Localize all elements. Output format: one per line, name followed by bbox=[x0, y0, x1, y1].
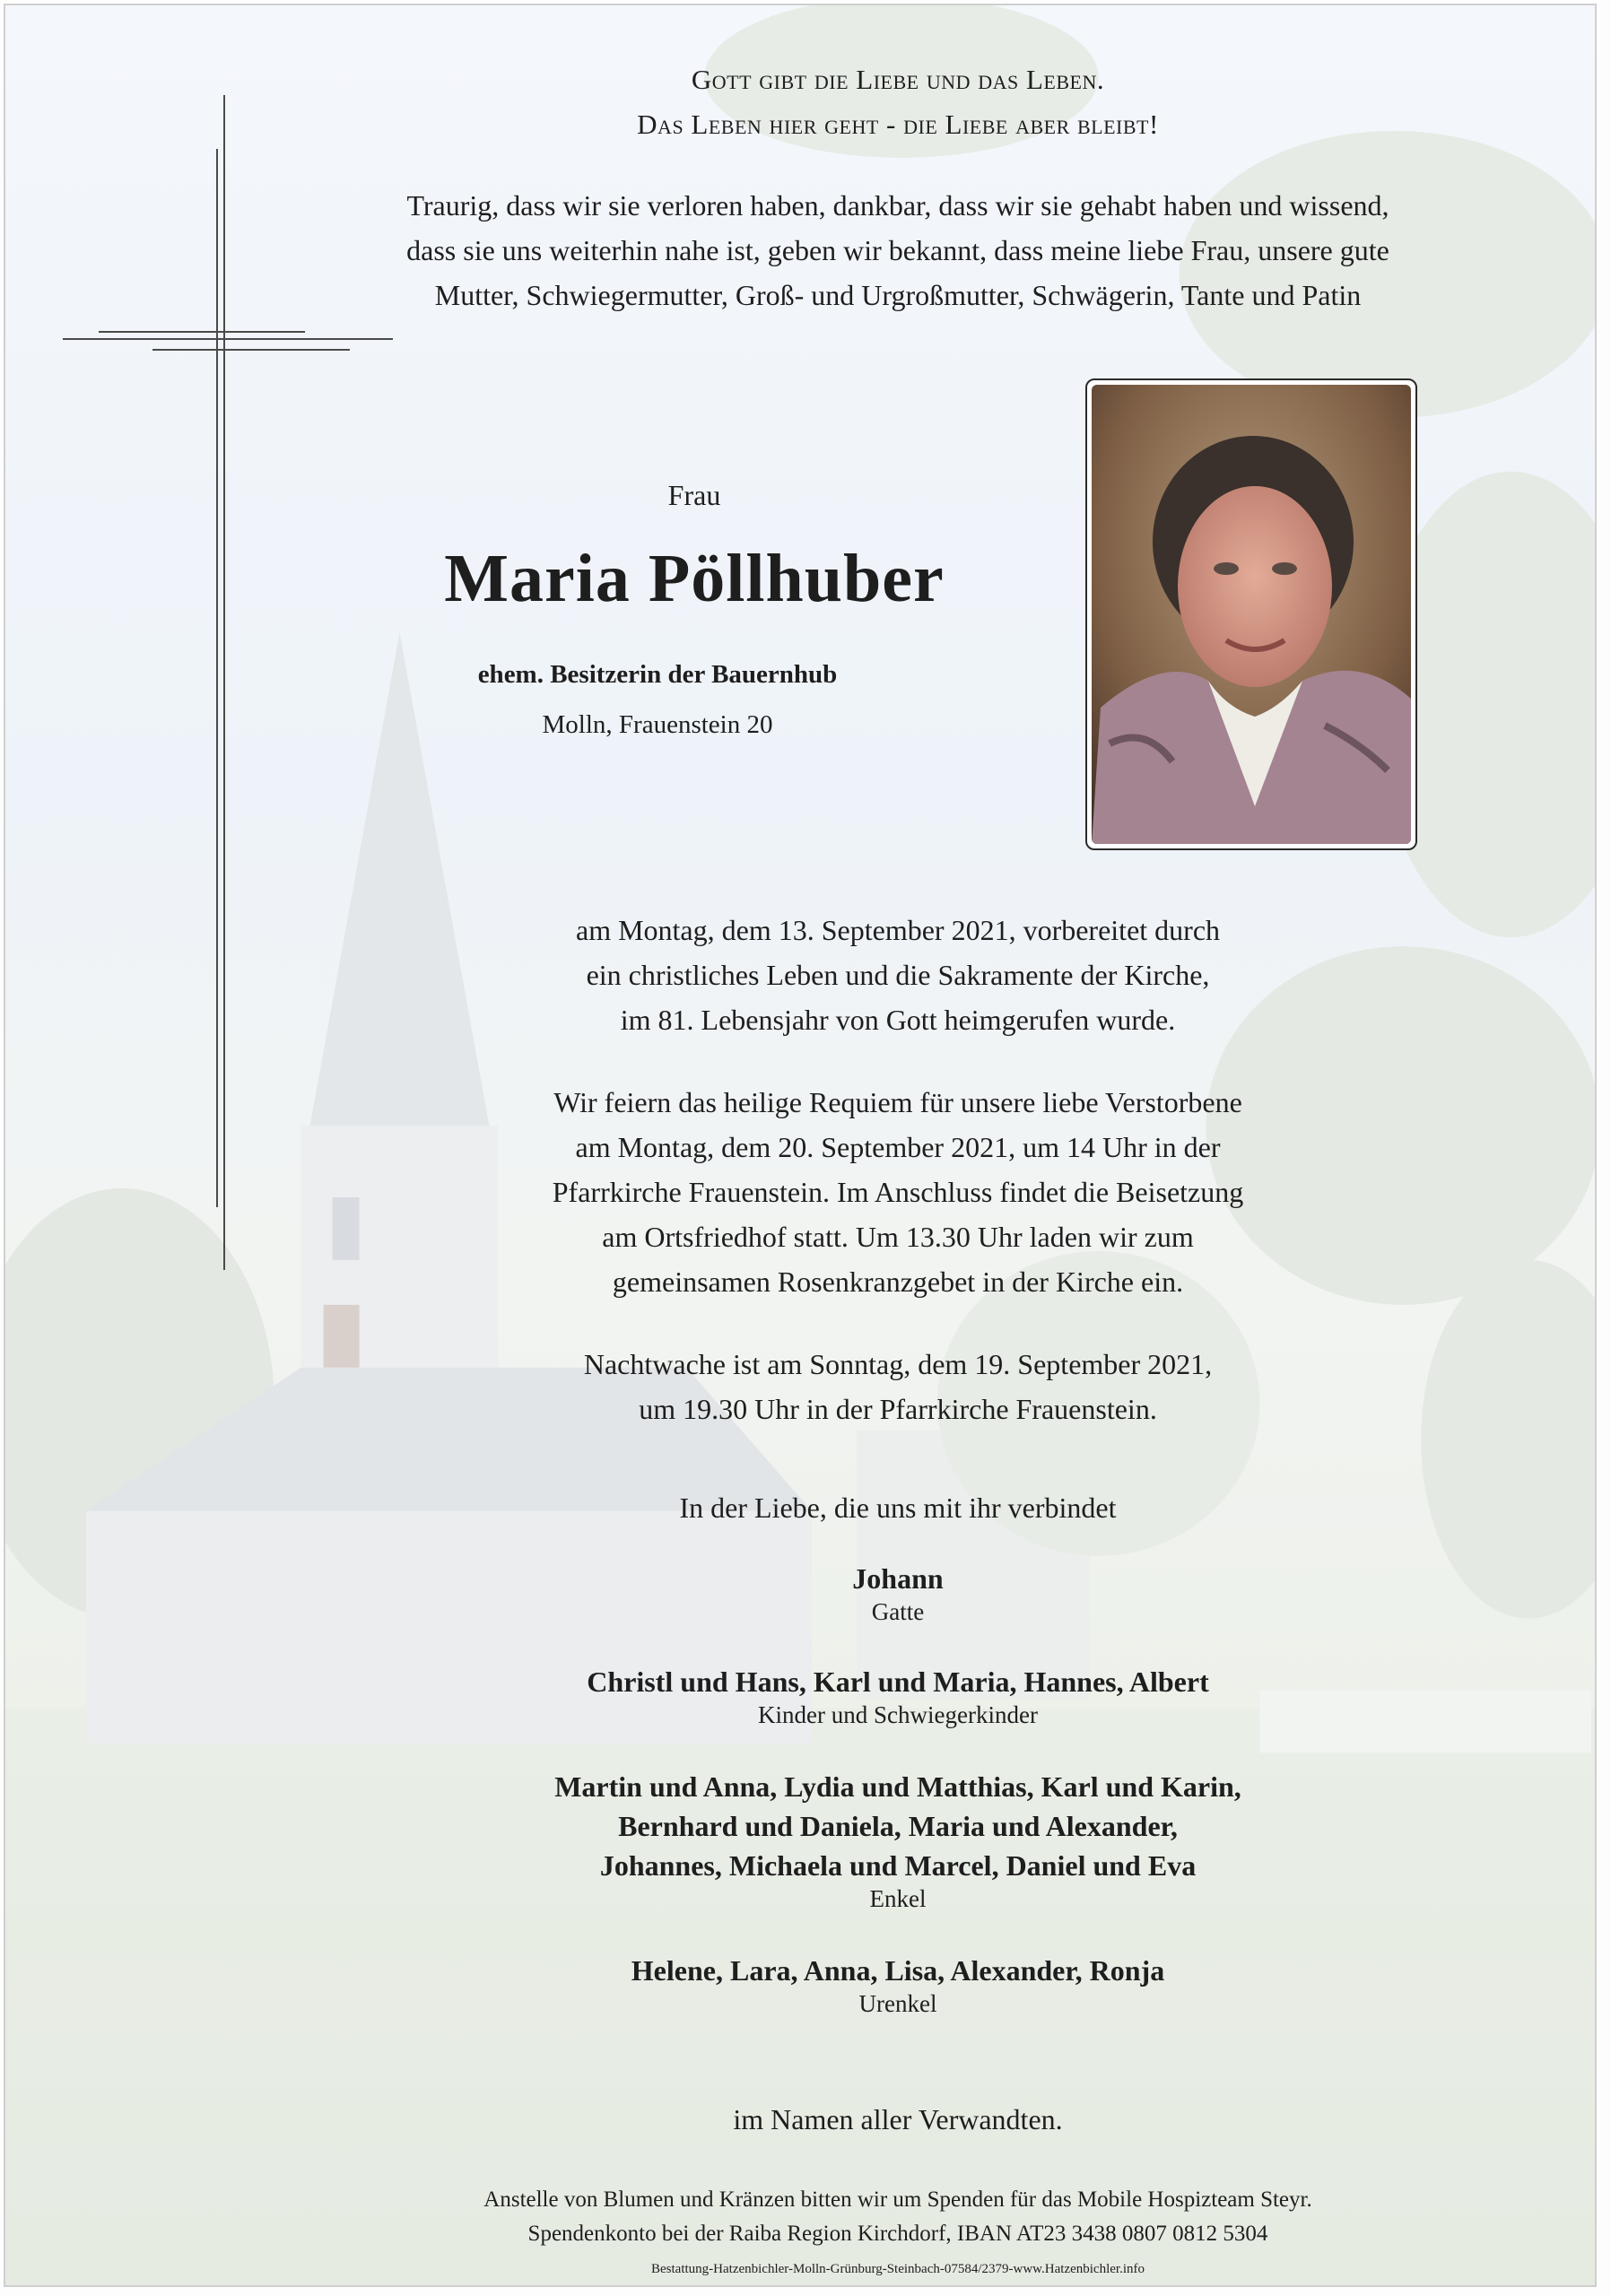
great-grandchildren-names: Helene, Lara, Anna, Lisa, Alexander, Ronja bbox=[631, 1954, 1165, 1987]
motto-line-1: Gott gibt die Liebe und das Leben. bbox=[691, 64, 1105, 95]
intro-line: Mutter, Schwiegermutter, Groß- und Urgroßmutter, Schwägerin, Tante und Patin bbox=[434, 279, 1362, 311]
intro-line: Traurig, dass wir sie verloren haben, dankbar, dass wir sie gehabt haben und wissend, bbox=[406, 189, 1389, 222]
spouse-relation: Gatte bbox=[871, 1598, 925, 1625]
portrait-image bbox=[1092, 385, 1411, 844]
death-line: im 81. Lebensjahr von Gott heimgerufen wurde. bbox=[620, 1004, 1176, 1036]
love-line: In der Liebe, die uns mit ihr verbindet bbox=[679, 1492, 1117, 1524]
salutation: Frau bbox=[667, 479, 721, 511]
grandchildren-line: Bernhard und Daniela, Maria und Alexander, bbox=[618, 1810, 1178, 1842]
motto-line-2: Das Leben hier geht - die Liebe aber bleibt! bbox=[637, 109, 1159, 140]
intro-line: dass sie uns weiterhin nahe ist, geben wir bekannt, dass meine liebe Frau, unsere gute bbox=[406, 234, 1389, 266]
closing-line: im Namen aller Verwandten. bbox=[733, 2103, 1063, 2135]
imprint: Bestattung-Hatzenbichler-Molln-Grünburg-Steinbach-07584/2379-www.Hatzenbichler.info bbox=[651, 2262, 1145, 2276]
death-line: ein christliches Leben und die Sakramente der Kirche, bbox=[586, 959, 1210, 991]
donation-line: Anstelle von Blumen und Kränzen bitten wir um Spenden für das Mobile Hospizteam Steyr. bbox=[483, 2187, 1312, 2212]
spouse-names: Johann bbox=[852, 1562, 944, 1595]
vigil-paragraph bbox=[5, 1342, 1597, 1431]
requiem-line: gemeinsamen Rosenkranzgebet in der Kirche ein. bbox=[612, 1265, 1184, 1298]
vigil-line: Nachtwache ist am Sonntag, dem 19. September 2021, bbox=[583, 1348, 1213, 1380]
children-relation: Kinder und Schwiegerkinder bbox=[758, 1701, 1038, 1728]
requiem-line: Pfarrkirche Frauenstein. Im Anschluss findet die Beisetzung bbox=[552, 1176, 1244, 1208]
deceased-title: ehem. Besitzerin der Bauernhub bbox=[477, 660, 838, 689]
motto-block bbox=[5, 57, 1597, 147]
portrait-photo bbox=[1085, 378, 1417, 850]
page-frame bbox=[4, 4, 1597, 2287]
intro-paragraph bbox=[5, 183, 1597, 317]
grandchildren-relation: Enkel bbox=[869, 1885, 927, 1912]
donation-line: Spendenkonto bei der Raiba Region Kirchdorf, IBAN AT23 3438 0807 0812 5304 bbox=[527, 2222, 1268, 2246]
great-grandchildren-relation: Urenkel bbox=[858, 1990, 937, 2017]
deceased-address: Molln, Frauenstein 20 bbox=[542, 710, 773, 739]
deceased-name: Maria Pöllhuber bbox=[444, 541, 945, 616]
children-names: Christl und Hans, Karl und Maria, Hannes, Albert bbox=[587, 1665, 1209, 1698]
grandchildren-line: Martin und Anna, Lydia und Matthias, Karl und Karin, bbox=[554, 1770, 1241, 1803]
vigil-line: um 19.30 Uhr in der Pfarrkirche Frauenstein. bbox=[639, 1393, 1157, 1425]
death-line: am Montag, dem 13. September 2021, vorbereitet durch bbox=[575, 914, 1221, 946]
requiem-line: am Ortsfriedhof statt. Um 13.30 Uhr laden wir zum bbox=[602, 1221, 1194, 1253]
requiem-line: Wir feiern das heilige Requiem für unsere liebe Verstorbene bbox=[553, 1086, 1242, 1118]
family-block bbox=[5, 1559, 1597, 2018]
donation-note bbox=[5, 2183, 1597, 2251]
requiem-line: am Montag, dem 20. September 2021, um 14 Uhr in der bbox=[575, 1131, 1221, 1163]
grandchildren-line: Johannes, Michaela und Marcel, Daniel und Eva bbox=[599, 1849, 1197, 1882]
requiem-paragraph bbox=[5, 1080, 1597, 1304]
death-paragraph bbox=[5, 908, 1597, 1042]
